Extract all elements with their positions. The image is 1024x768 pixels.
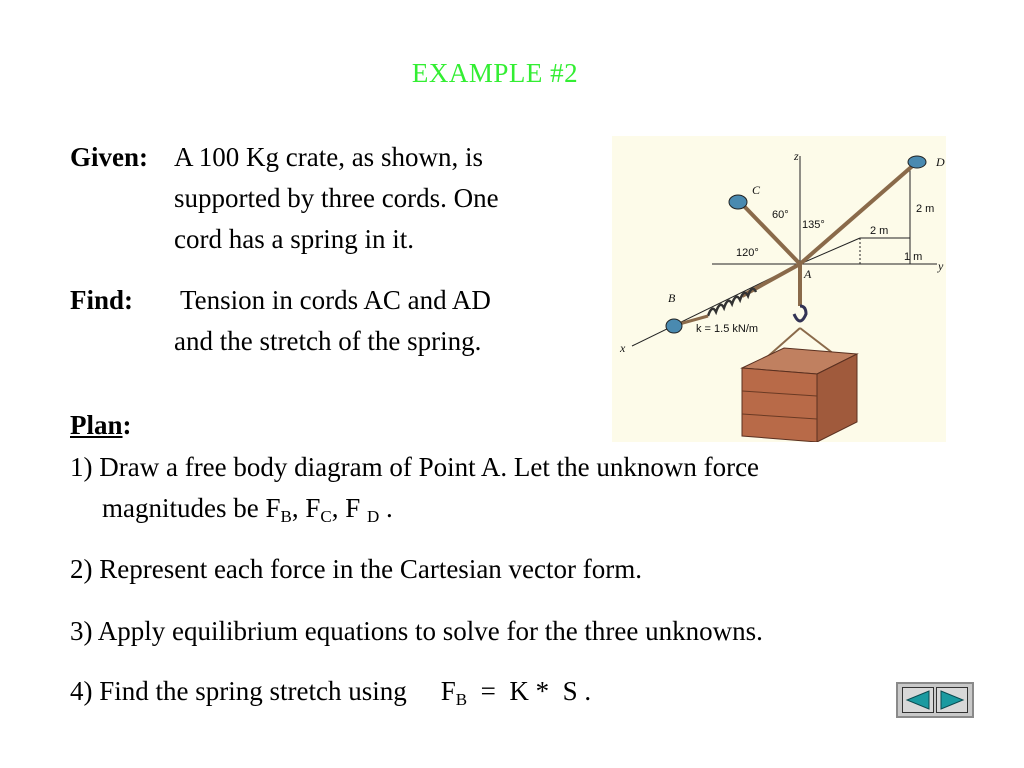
find-line-1: Tension in cords AC and AD [180,285,491,315]
crate-front [742,368,817,442]
step1-prefix: magnitudes be F [102,493,281,523]
given-line-3: cord has a spring in it. [174,224,414,254]
label-b: B [668,291,676,305]
plan-heading [70,404,132,446]
triangle-right-icon [937,688,967,712]
find-line-2: and the stretch of the spring. [174,326,482,356]
sub-c: C [320,507,332,526]
label-angle-60: 60° [772,209,789,221]
plan-step-1: 1) Draw a free body diagram of Point A. Let the unknown force [70,452,760,482]
crate-figure [612,136,946,442]
plan-colon: : [122,410,132,440]
plan-step-4 [70,670,591,712]
label-d: D [936,155,945,169]
step4-prefix: 4) Find the spring stretch using [70,676,407,706]
step1-comma1: , F [291,493,321,523]
label-a: A [804,267,812,281]
slide-nav [896,682,974,718]
plan-step-1-cont [102,487,393,529]
anchor-c [729,195,747,209]
find-label: Find: [70,285,134,315]
label-x: x [620,341,626,355]
label-spring-constant: k = 1.5 kN/m [696,323,759,335]
step1-comma2: , F [331,493,367,523]
label-dim-2m-vertical: 2 m [916,203,935,215]
label-z: z [794,149,799,163]
label-angle-135: 135° [802,219,825,231]
given-line-1: A 100 Kg crate, as shown, is [174,142,483,172]
anchor-b [666,319,682,333]
prev-slide-button[interactable] [902,687,934,713]
slide-title: EXAMPLE #2 [411,58,579,88]
anchor-d [908,156,926,168]
given-label: Given: [70,142,148,172]
sub-b: B [280,507,292,526]
plan-label: Plan [70,410,123,440]
label-dim-1m: 1 m [904,251,923,263]
label-y: y [938,259,944,273]
step4-rest: = K * S . [467,676,592,706]
next-slide-button[interactable] [936,687,968,713]
triangle-left-icon [903,688,933,712]
label-angle-120: 120° [736,247,759,259]
given-line-2: supported by three cords. One [174,183,499,213]
sub-d: D [366,507,380,526]
plan-step-2: 2) Represent each force in the Cartesian vector form. [70,554,642,584]
step4-sub: B [455,690,468,709]
step1-end: . [379,493,393,523]
label-c: C [752,183,761,197]
label-dim-2m: 2 m [870,225,889,237]
step4-f: F [440,676,456,706]
plan-step-3: 3) Apply equilibrium equations to solve for the three unknowns. [70,616,763,646]
